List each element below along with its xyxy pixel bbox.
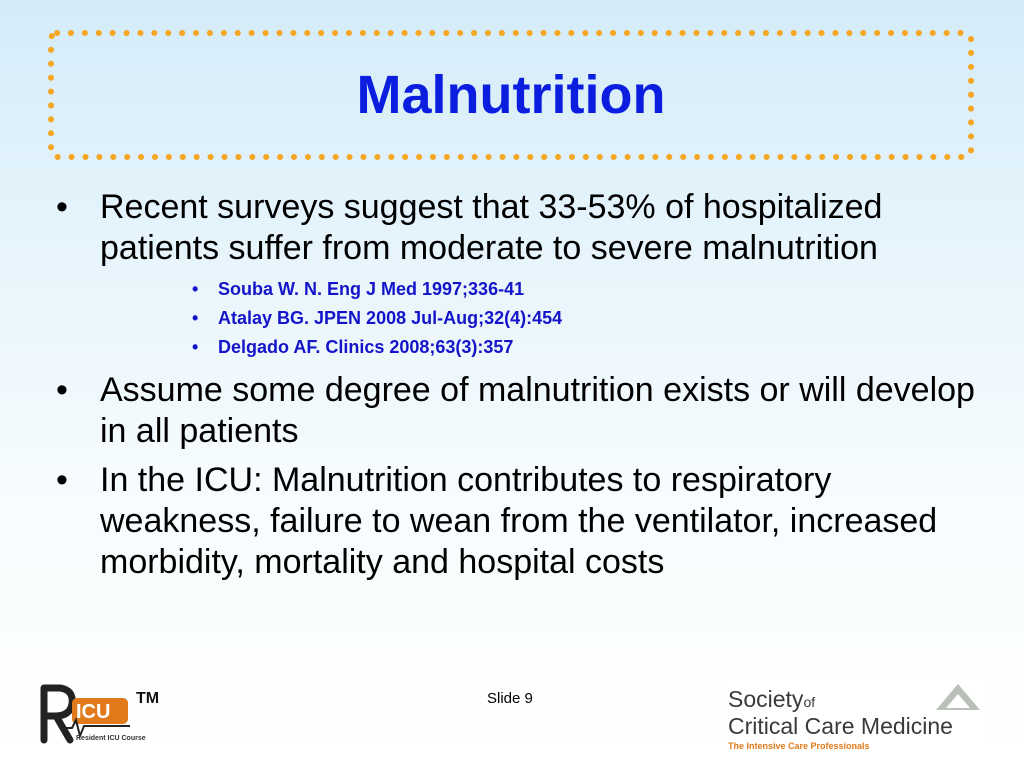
reference-item xyxy=(192,275,986,304)
sccm-logo xyxy=(722,680,986,760)
svg-text:ICU: ICU xyxy=(76,701,111,723)
ricu-subtitle: Resident ICU Course xyxy=(76,735,146,742)
bullet-text: In the ICU: Malnutrition contributes to respiratory weakness, failure to wean from the ventilator, increased morbidity, mortality and hospital costs xyxy=(100,461,938,581)
reference-dot: • xyxy=(192,279,199,299)
sccm-name-line1 xyxy=(728,686,815,713)
bullet-dot: • xyxy=(56,461,68,499)
sccm-tagline: The Intensive Care Professionals xyxy=(728,741,870,751)
bullet-item xyxy=(56,460,986,583)
reference-item xyxy=(192,333,986,362)
bullet-item xyxy=(56,187,986,362)
bullet-list xyxy=(56,187,986,591)
reference-dot: • xyxy=(192,308,199,328)
reference-list xyxy=(100,275,986,362)
reference-text: Souba W. N. Eng J Med 1997;336-41 xyxy=(218,279,525,299)
reference-item xyxy=(192,304,986,333)
bullet-dot: • xyxy=(56,188,68,226)
bullet-text: Assume some degree of malnutrition exists or will develop in all patients xyxy=(100,371,975,450)
bullet-dot: • xyxy=(56,371,68,409)
sccm-of: of xyxy=(803,694,816,710)
page-title: Malnutrition xyxy=(356,65,666,125)
bullet-text: Recent surveys suggest that 33-53% of hospitalized patients suffer from moderate to severe malnutrition xyxy=(100,188,883,267)
reference-text: Atalay BG. JPEN 2008 Jul-Aug;32(4):454 xyxy=(218,308,563,328)
reference-text: Delgado AF. Clinics 2008;63(3):357 xyxy=(218,337,514,357)
sccm-triangle-icon xyxy=(934,682,982,712)
title-box xyxy=(48,30,974,160)
reference-dot: • xyxy=(192,337,199,357)
sccm-society: Society xyxy=(728,686,804,712)
slide-number: Slide 9 xyxy=(487,690,533,707)
trademark-label: TM xyxy=(136,690,160,707)
bullet-item xyxy=(56,370,986,452)
sccm-name-line2: Critical Care Medicine xyxy=(728,713,953,739)
